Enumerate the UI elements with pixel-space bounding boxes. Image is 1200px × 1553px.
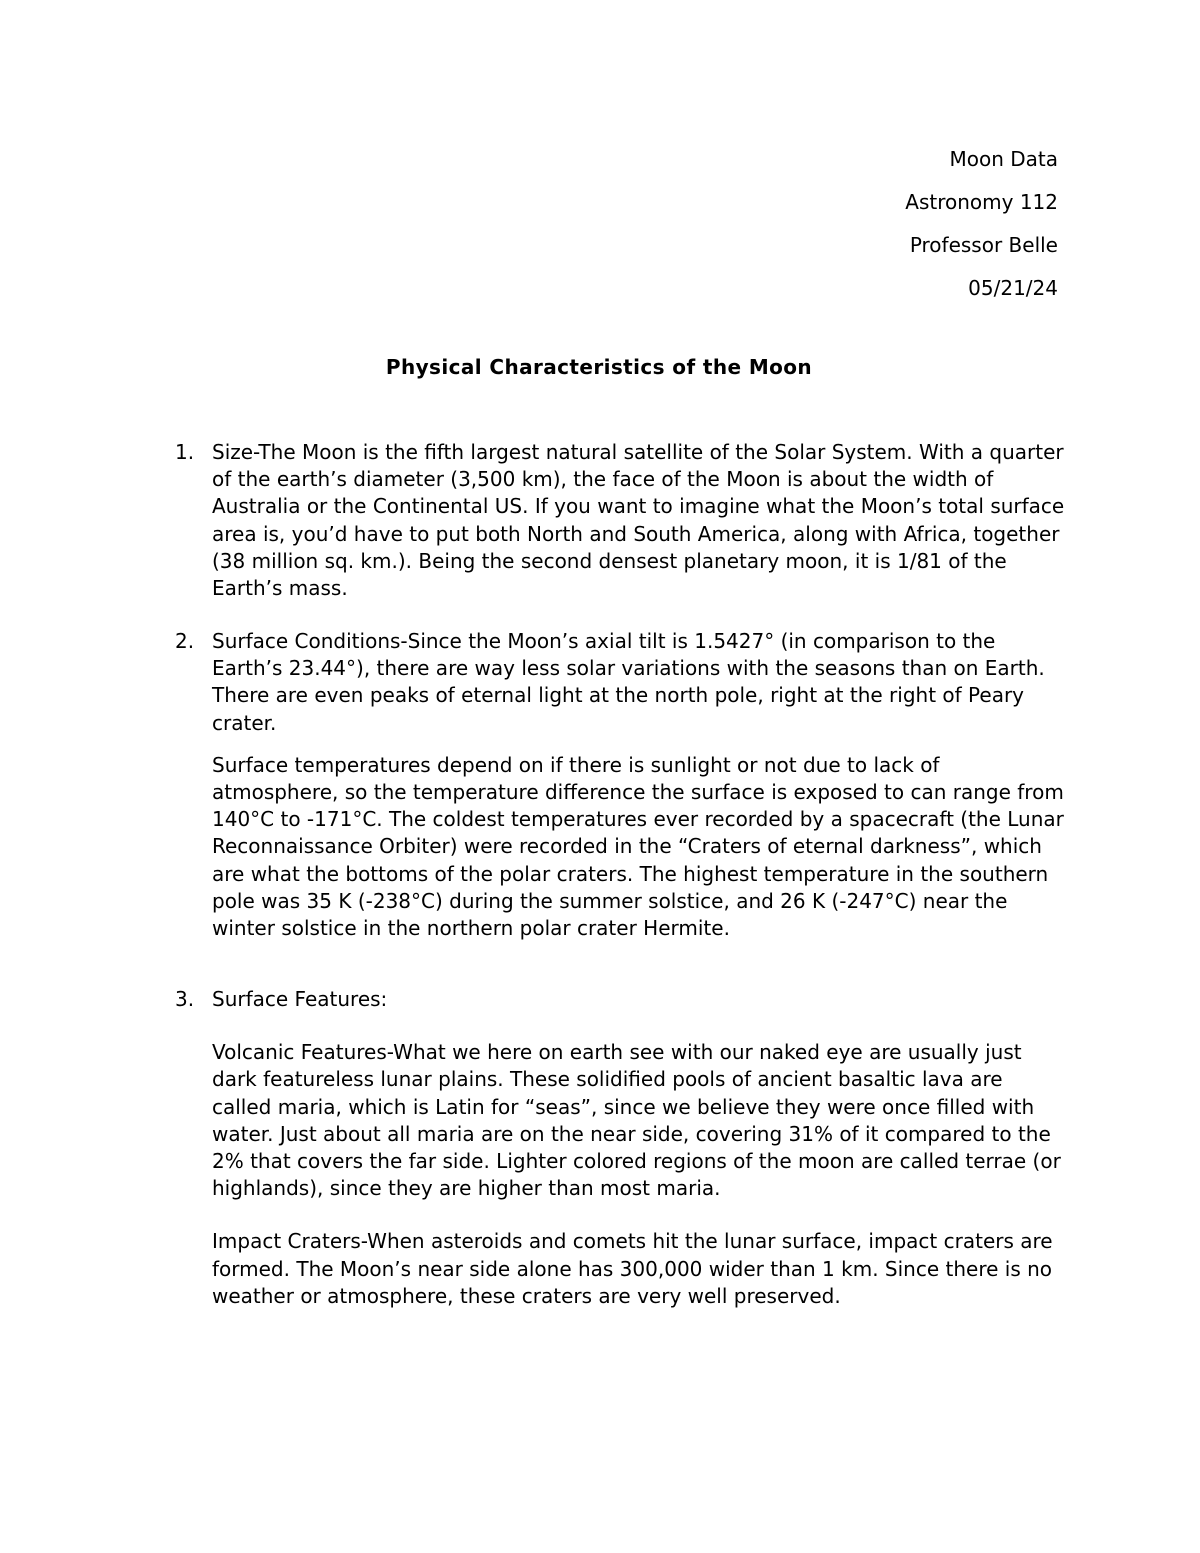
document-header <box>905 138 1058 310</box>
header-course: Astronomy 112 <box>905 190 1058 214</box>
list-item-number: 1. <box>175 440 195 464</box>
list-item-body <box>212 439 1065 602</box>
list-item-number: 3. <box>175 987 195 1011</box>
paragraph-volcanic-features: Volcanic Features-What we here on earth see with our naked eye are usually just dark featureless lunar plains. These solidified pools of ancient basaltic lava are called maria, which is Latin for “seas”, since we believe they were once filled with water. Just about all maria are on the near side, covering 31% of it compared to the 2% that covers the far side. Lighter colored regions of the moon are called terrae (or highlands), since they are higher than most maria. <box>212 1040 1061 1201</box>
header-professor: Professor Belle <box>909 233 1058 257</box>
list-item-surface-conditions <box>175 628 1065 942</box>
header-date: 05/21/24 <box>968 276 1058 300</box>
list-item-number: 2. <box>175 629 195 653</box>
list-item-body <box>212 986 1065 1310</box>
list-item-body <box>212 628 1065 942</box>
list-item-surface-features <box>175 986 1065 1310</box>
paragraph-surface-temperatures: Surface temperatures depend on if there is sunlight or not due to lack of atmosphere, so the temperature difference the surface is exposed to can range from 140°C to -171°C. The coldest temperatures ever recorded by a spacecraft (the Lunar Reconnaissance Orbiter) were recorded in the “Craters of eternal darkness”, which are what the bottoms of the polar craters. The highest temperature in the southern pole was 35 K (-238°C) during the summer solstice, and 26 K (-247°C) near the winter solstice in the northern polar crater Hermite. <box>212 752 1064 941</box>
header-title: Moon Data <box>949 147 1058 171</box>
paragraph-impact-craters: Impact Craters-When asteroids and comets hit the lunar surface, impact craters are formed. The Moon’s near side alone has 300,000 wider than 1 km. Since there is no weather or atmosphere, these craters are very well preserved. <box>212 1229 1053 1308</box>
paragraph-surface-conditions: Surface Conditions-Since the Moon’s axial tilt is 1.5427° (in comparison to the Earth’s 23.44°), there are way less solar variations with the seasons than on Earth. There are even peaks of eternal light at the north pole, right at the right of Peary crater. <box>212 629 1045 735</box>
document-title: Physical Characteristics of the Moon <box>385 355 813 379</box>
paragraph-size: Size-The Moon is the fifth largest natural satellite of the Solar System. With a quarter of the earth’s diameter (3,500 km), the face of the Moon is about the width of Australia or the Continental US. If you want to imagine what the Moon’s total surface area is, you’d have to put both North and South America, along with Africa, together (38 million sq. km.). Being the second densest planetary moon, it is 1/81 of the Earth’s mass. <box>212 440 1065 601</box>
list-item-size <box>175 439 1065 602</box>
paragraph-surface-features-heading: Surface Features: <box>212 987 388 1011</box>
